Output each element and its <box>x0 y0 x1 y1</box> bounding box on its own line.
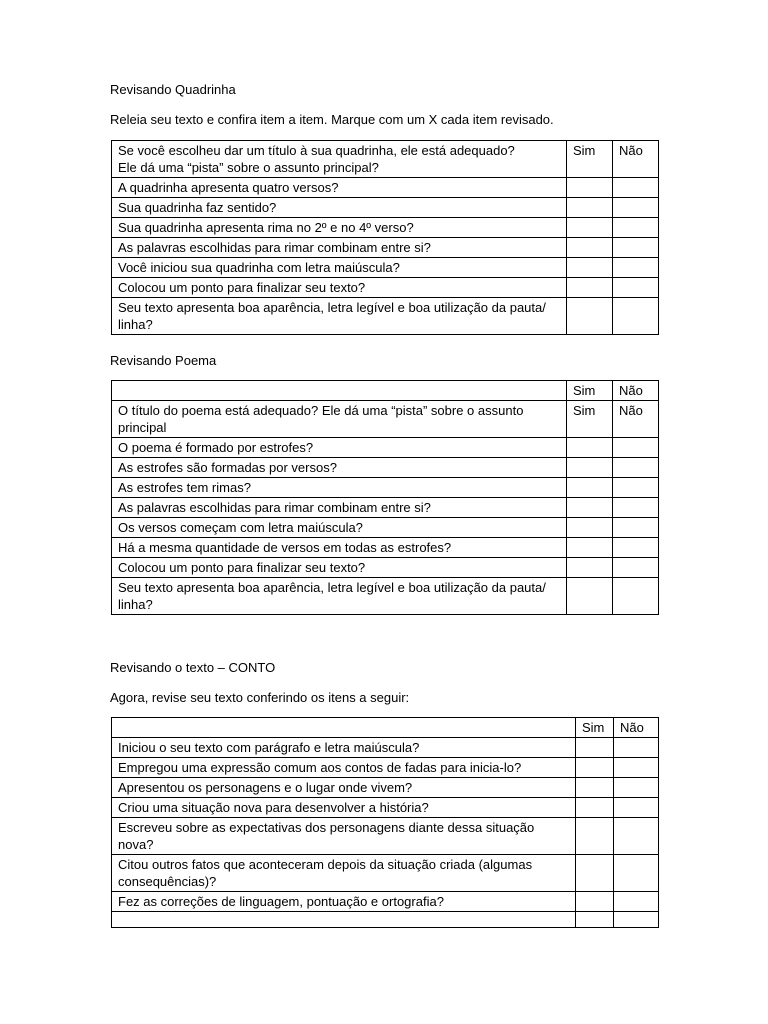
column-header-sim: Sim <box>567 381 613 401</box>
checkbox-nao[interactable] <box>614 855 659 892</box>
checkbox-sim[interactable] <box>567 498 613 518</box>
column-header-sim: Sim <box>576 718 614 738</box>
checkbox-sim[interactable] <box>576 912 614 928</box>
cell-sim: Sim <box>567 401 613 438</box>
table-row <box>112 498 659 518</box>
checklist-item: Sua quadrinha apresenta rima no 2º e no 4º verso? <box>112 218 567 238</box>
checkbox-sim[interactable] <box>567 538 613 558</box>
checkbox-nao[interactable] <box>614 818 659 855</box>
cell-nao: Não <box>613 401 659 438</box>
checkbox-sim[interactable] <box>567 238 613 258</box>
checklist-item: Os versos começam com letra maiúscula? <box>112 518 567 538</box>
checklist-item: O poema é formado por estrofes? <box>112 438 567 458</box>
checkbox-sim[interactable] <box>567 578 613 615</box>
checklist-table-conto <box>111 717 659 928</box>
checklist-item: O título do poema está adequado? Ele dá uma “pista” sobre o assunto principal <box>112 401 567 438</box>
table-row <box>112 778 659 798</box>
checkbox-sim[interactable] <box>576 798 614 818</box>
table-row <box>112 538 659 558</box>
checklist-item: As palavras escolhidas para rimar combinam entre si? <box>112 238 567 258</box>
checkbox-sim[interactable] <box>567 458 613 478</box>
checklist-item: Sua quadrinha faz sentido? <box>112 198 567 218</box>
checkbox-sim[interactable] <box>576 778 614 798</box>
checkbox-sim[interactable] <box>567 558 613 578</box>
checkbox-nao[interactable] <box>613 278 659 298</box>
checkbox-nao[interactable] <box>613 438 659 458</box>
checklist-item: Há a mesma quantidade de versos em todas as estrofes? <box>112 538 567 558</box>
checkbox-nao[interactable] <box>614 912 659 928</box>
checkbox-nao[interactable] <box>614 798 659 818</box>
column-header-nao: Não <box>613 141 659 178</box>
checklist-item: As palavras escolhidas para rimar combinam entre si? <box>112 498 567 518</box>
checkbox-nao[interactable] <box>614 738 659 758</box>
section-title-conto: Revisando o texto – CONTO <box>110 660 276 675</box>
instruction-quadrinha: Releia seu texto e confira item a item. Marque com um X cada item revisado. <box>110 112 554 127</box>
checkbox-nao[interactable] <box>613 178 659 198</box>
checklist-item: Empregou uma expressão comum aos contos de fadas para inicia-lo? <box>112 758 576 778</box>
table-row <box>112 298 659 335</box>
checklist-item: Fez as correções de linguagem, pontuação e ortografia? <box>112 892 576 912</box>
checkbox-nao[interactable] <box>614 758 659 778</box>
section-title-poema: Revisando Poema <box>110 353 217 368</box>
column-header-nao: Não <box>614 718 659 738</box>
table-row <box>112 558 659 578</box>
checkbox-sim[interactable] <box>576 892 614 912</box>
checklist-item: Criou uma situação nova para desenvolver a história? <box>112 798 576 818</box>
table-header-row <box>112 381 659 401</box>
checkbox-nao[interactable] <box>613 298 659 335</box>
checklist-item: Seu texto apresenta boa aparência, letra legível e boa utilização da pauta/ linha? <box>112 578 567 615</box>
table-row <box>112 738 659 758</box>
checkbox-sim[interactable] <box>567 278 613 298</box>
checklist-item: Você iniciou sua quadrinha com letra maiúscula? <box>112 258 567 278</box>
column-header-nao: Não <box>613 381 659 401</box>
table-row <box>112 198 659 218</box>
checklist-table-poema <box>111 380 659 615</box>
table-row <box>112 478 659 498</box>
checkbox-nao[interactable] <box>613 578 659 615</box>
table-row <box>112 758 659 778</box>
checklist-item: Colocou um ponto para finalizar seu texto? <box>112 278 567 298</box>
checklist-item: Iniciou o seu texto com parágrafo e letra maiúscula? <box>112 738 576 758</box>
checklist-item: As estrofes são formadas por versos? <box>112 458 567 478</box>
checkbox-nao[interactable] <box>613 238 659 258</box>
checkbox-sim[interactable] <box>567 518 613 538</box>
checkbox-nao[interactable] <box>614 892 659 912</box>
table-row <box>112 401 659 438</box>
checkbox-sim[interactable] <box>567 478 613 498</box>
checkbox-sim[interactable] <box>567 438 613 458</box>
item-text-line1: Se você escolheu dar um título à sua quadrinha, ele está adequado? <box>118 143 515 158</box>
table-row <box>112 458 659 478</box>
checkbox-sim[interactable] <box>567 258 613 278</box>
checkbox-nao[interactable] <box>613 558 659 578</box>
checkbox-sim[interactable] <box>567 298 613 335</box>
checkbox-nao[interactable] <box>613 258 659 278</box>
checklist-item: Citou outros fatos que aconteceram depois da situação criada (algumas consequências)? <box>112 855 576 892</box>
section-title-quadrinha: Revisando Quadrinha <box>110 82 236 97</box>
checkbox-sim[interactable] <box>576 855 614 892</box>
header-empty-cell <box>112 381 567 401</box>
checklist-item: Colocou um ponto para finalizar seu texto? <box>112 558 567 578</box>
checkbox-sim[interactable] <box>567 218 613 238</box>
header-empty-cell <box>112 718 576 738</box>
table-row <box>112 518 659 538</box>
column-header-sim: Sim <box>567 141 613 178</box>
table-row <box>112 578 659 615</box>
checkbox-nao[interactable] <box>613 498 659 518</box>
checkbox-nao[interactable] <box>613 538 659 558</box>
item-text-line2: Ele dá uma “pista” sobre o assunto principal? <box>118 160 379 175</box>
checkbox-sim[interactable] <box>567 178 613 198</box>
table-row <box>112 178 659 198</box>
table-row <box>112 218 659 238</box>
checkbox-nao[interactable] <box>613 218 659 238</box>
checkbox-nao[interactable] <box>613 198 659 218</box>
checklist-item <box>112 141 567 178</box>
table-row <box>112 258 659 278</box>
table-row <box>112 818 659 855</box>
checklist-item: A quadrinha apresenta quatro versos? <box>112 178 567 198</box>
checkbox-sim[interactable] <box>576 818 614 855</box>
table-row <box>112 238 659 258</box>
table-row <box>112 912 659 928</box>
table-header-row <box>112 718 659 738</box>
checklist-item: Escreveu sobre as expectativas dos personagens diante dessa situação nova? <box>112 818 576 855</box>
table-row <box>112 278 659 298</box>
table-row <box>112 855 659 892</box>
checkbox-nao[interactable] <box>614 778 659 798</box>
checklist-item: As estrofes tem rimas? <box>112 478 567 498</box>
checkbox-sim[interactable] <box>576 738 614 758</box>
checklist-table-quadrinha <box>111 140 659 335</box>
table-row <box>112 892 659 912</box>
checkbox-nao[interactable] <box>613 478 659 498</box>
checkbox-sim[interactable] <box>576 758 614 778</box>
checklist-item: Seu texto apresenta boa aparência, letra legível e boa utilização da pauta/ linha? <box>112 298 567 335</box>
table-row <box>112 798 659 818</box>
checkbox-nao[interactable] <box>613 458 659 478</box>
checkbox-sim[interactable] <box>567 198 613 218</box>
checkbox-nao[interactable] <box>613 518 659 538</box>
checklist-item-empty <box>112 912 576 928</box>
checklist-item: Apresentou os personagens e o lugar onde vivem? <box>112 778 576 798</box>
table-row <box>112 438 659 458</box>
table-row <box>112 141 659 178</box>
instruction-conto: Agora, revise seu texto conferindo os itens a seguir: <box>110 690 410 705</box>
